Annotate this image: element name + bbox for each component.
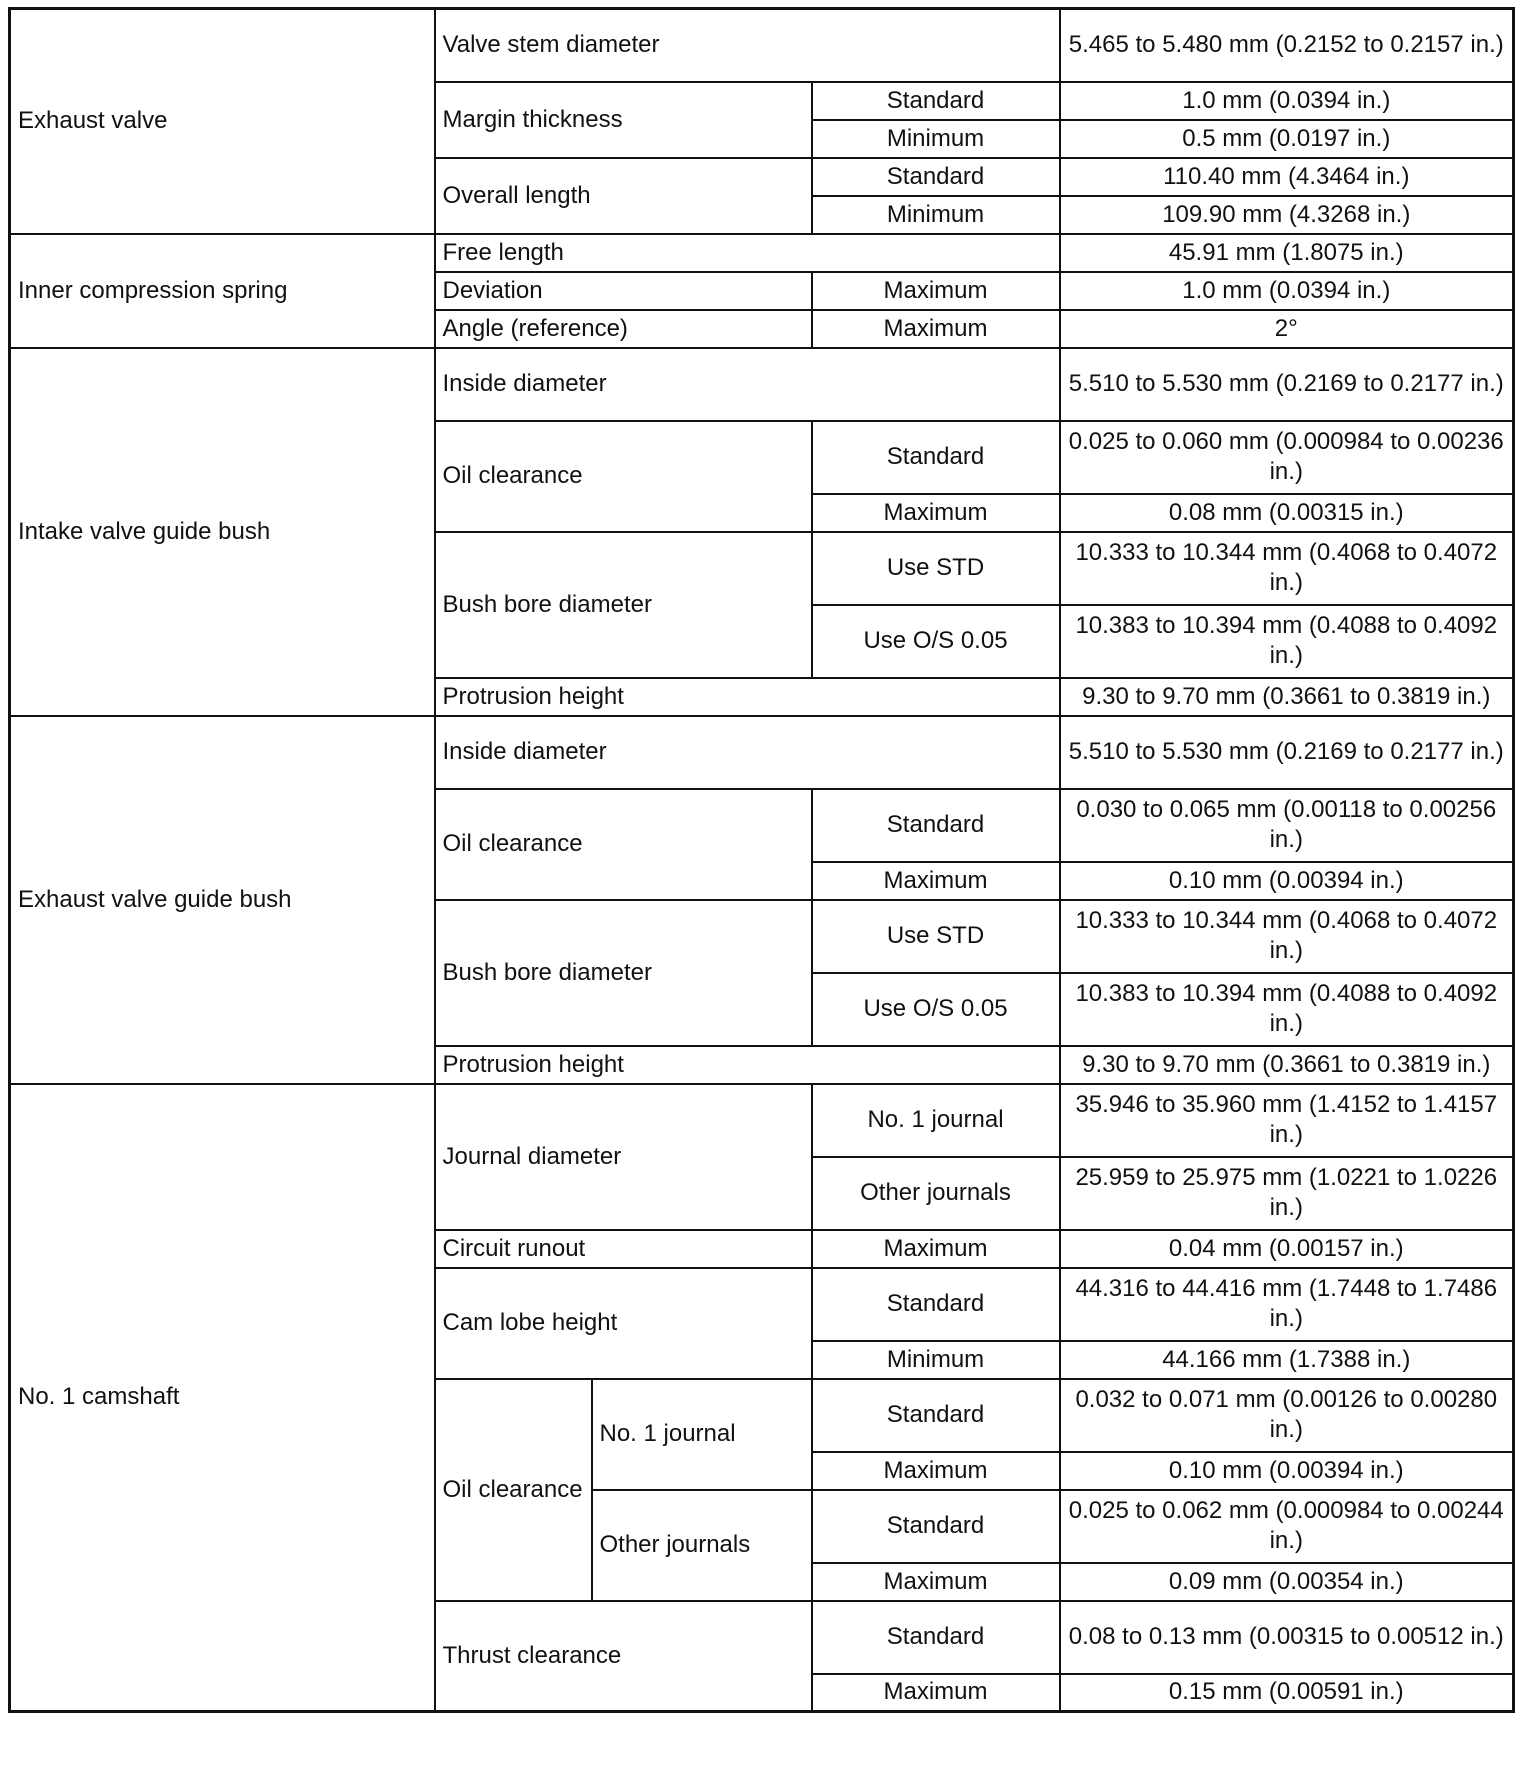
value-cell: 44.166 mm (1.7388 in.): [1060, 1341, 1514, 1379]
condition-cell: Use O/S 0.05: [812, 605, 1060, 678]
item-cell: Cam lobe height: [435, 1268, 812, 1379]
component-cell: No. 1 camshaft: [10, 1084, 435, 1712]
condition-cell: Maximum: [812, 272, 1060, 310]
item-cell: Overall length: [435, 158, 812, 234]
condition-cell: Minimum: [812, 196, 1060, 234]
value-cell: 10.333 to 10.344 mm (0.4068 to 0.4072 in.): [1060, 532, 1514, 605]
value-cell: 0.09 mm (0.00354 in.): [1060, 1563, 1514, 1601]
condition-cell: Use STD: [812, 900, 1060, 973]
table-row: [10, 9, 1514, 82]
condition-cell: Standard: [812, 1268, 1060, 1341]
condition-cell: Standard: [812, 1490, 1060, 1563]
condition-cell: Use O/S 0.05: [812, 973, 1060, 1046]
condition-cell: Maximum: [812, 1674, 1060, 1712]
item-cell: Thrust clearance: [435, 1601, 812, 1712]
value-cell: 2°: [1060, 310, 1514, 348]
value-cell: 0.10 mm (0.00394 in.): [1060, 1452, 1514, 1490]
condition-cell: Standard: [812, 789, 1060, 862]
value-cell: 9.30 to 9.70 mm (0.3661 to 0.3819 in.): [1060, 1046, 1514, 1084]
value-cell: 0.5 mm (0.0197 in.): [1060, 120, 1514, 158]
condition-cell: Maximum: [812, 862, 1060, 900]
table-row: [10, 1084, 1514, 1157]
value-cell: 5.510 to 5.530 mm (0.2169 to 0.2177 in.): [1060, 348, 1514, 421]
condition-cell: Other journals: [812, 1157, 1060, 1230]
item-cell: Protrusion height: [435, 678, 1060, 716]
value-cell: 1.0 mm (0.0394 in.): [1060, 272, 1514, 310]
condition-cell: Maximum: [812, 1452, 1060, 1490]
value-cell: 44.316 to 44.416 mm (1.7448 to 1.7486 in.): [1060, 1268, 1514, 1341]
item-cell: Free length: [435, 234, 1060, 272]
specification-table-body: [10, 9, 1514, 1712]
condition-cell: Standard: [812, 1379, 1060, 1452]
condition-cell: Maximum: [812, 1563, 1060, 1601]
item-cell: Bush bore diameter: [435, 532, 812, 678]
value-cell: 0.025 to 0.060 mm (0.000984 to 0.00236 in.): [1060, 421, 1514, 494]
subitem-cell: Other journals: [592, 1490, 812, 1601]
item-cell: Circuit runout: [435, 1230, 812, 1268]
condition-cell: Maximum: [812, 494, 1060, 532]
subitem-cell: No. 1 journal: [592, 1379, 812, 1490]
component-cell: Inner compression spring: [10, 234, 435, 348]
value-cell: 0.04 mm (0.00157 in.): [1060, 1230, 1514, 1268]
value-cell: 0.10 mm (0.00394 in.): [1060, 862, 1514, 900]
value-cell: 5.465 to 5.480 mm (0.2152 to 0.2157 in.): [1060, 9, 1514, 82]
condition-cell: Standard: [812, 1601, 1060, 1674]
value-cell: 0.032 to 0.071 mm (0.00126 to 0.00280 in.): [1060, 1379, 1514, 1452]
item-cell: Bush bore diameter: [435, 900, 812, 1046]
condition-cell: Minimum: [812, 1341, 1060, 1379]
condition-cell: Standard: [812, 421, 1060, 494]
value-cell: 10.333 to 10.344 mm (0.4068 to 0.4072 in.): [1060, 900, 1514, 973]
item-cell: Valve stem diameter: [435, 9, 1060, 82]
item-cell: Margin thickness: [435, 82, 812, 158]
value-cell: 5.510 to 5.530 mm (0.2169 to 0.2177 in.): [1060, 716, 1514, 789]
value-cell: 45.91 mm (1.8075 in.): [1060, 234, 1514, 272]
value-cell: 0.030 to 0.065 mm (0.00118 to 0.00256 in.): [1060, 789, 1514, 862]
value-cell: 0.15 mm (0.00591 in.): [1060, 1674, 1514, 1712]
value-cell: 0.025 to 0.062 mm (0.000984 to 0.00244 in.): [1060, 1490, 1514, 1563]
item-cell: Oil clearance: [435, 421, 812, 532]
value-cell: 1.0 mm (0.0394 in.): [1060, 82, 1514, 120]
value-cell: 0.08 to 0.13 mm (0.00315 to 0.00512 in.): [1060, 1601, 1514, 1674]
condition-cell: Maximum: [812, 1230, 1060, 1268]
condition-cell: Use STD: [812, 532, 1060, 605]
item-cell: Inside diameter: [435, 716, 1060, 789]
item-cell: Angle (reference): [435, 310, 812, 348]
value-cell: 10.383 to 10.394 mm (0.4088 to 0.4092 in.): [1060, 973, 1514, 1046]
value-cell: 109.90 mm (4.3268 in.): [1060, 196, 1514, 234]
condition-cell: No. 1 journal: [812, 1084, 1060, 1157]
item-cell: Deviation: [435, 272, 812, 310]
specification-table: [8, 7, 1515, 1713]
item-cell: Journal diameter: [435, 1084, 812, 1230]
table-row: [10, 716, 1514, 789]
condition-cell: Minimum: [812, 120, 1060, 158]
condition-cell: Standard: [812, 158, 1060, 196]
value-cell: 35.946 to 35.960 mm (1.4152 to 1.4157 in.): [1060, 1084, 1514, 1157]
item-cell: Inside diameter: [435, 348, 1060, 421]
value-cell: 9.30 to 9.70 mm (0.3661 to 0.3819 in.): [1060, 678, 1514, 716]
item-cell: Oil clearance: [435, 789, 812, 900]
item-cell: Oil clearance: [435, 1379, 592, 1601]
condition-cell: Maximum: [812, 310, 1060, 348]
value-cell: 10.383 to 10.394 mm (0.4088 to 0.4092 in.): [1060, 605, 1514, 678]
condition-cell: Standard: [812, 82, 1060, 120]
value-cell: 110.40 mm (4.3464 in.): [1060, 158, 1514, 196]
table-row: [10, 234, 1514, 272]
component-cell: Intake valve guide bush: [10, 348, 435, 716]
value-cell: 0.08 mm (0.00315 in.): [1060, 494, 1514, 532]
component-cell: Exhaust valve: [10, 9, 435, 234]
value-cell: 25.959 to 25.975 mm (1.0221 to 1.0226 in.): [1060, 1157, 1514, 1230]
table-row: [10, 348, 1514, 421]
component-cell: Exhaust valve guide bush: [10, 716, 435, 1084]
item-cell: Protrusion height: [435, 1046, 1060, 1084]
